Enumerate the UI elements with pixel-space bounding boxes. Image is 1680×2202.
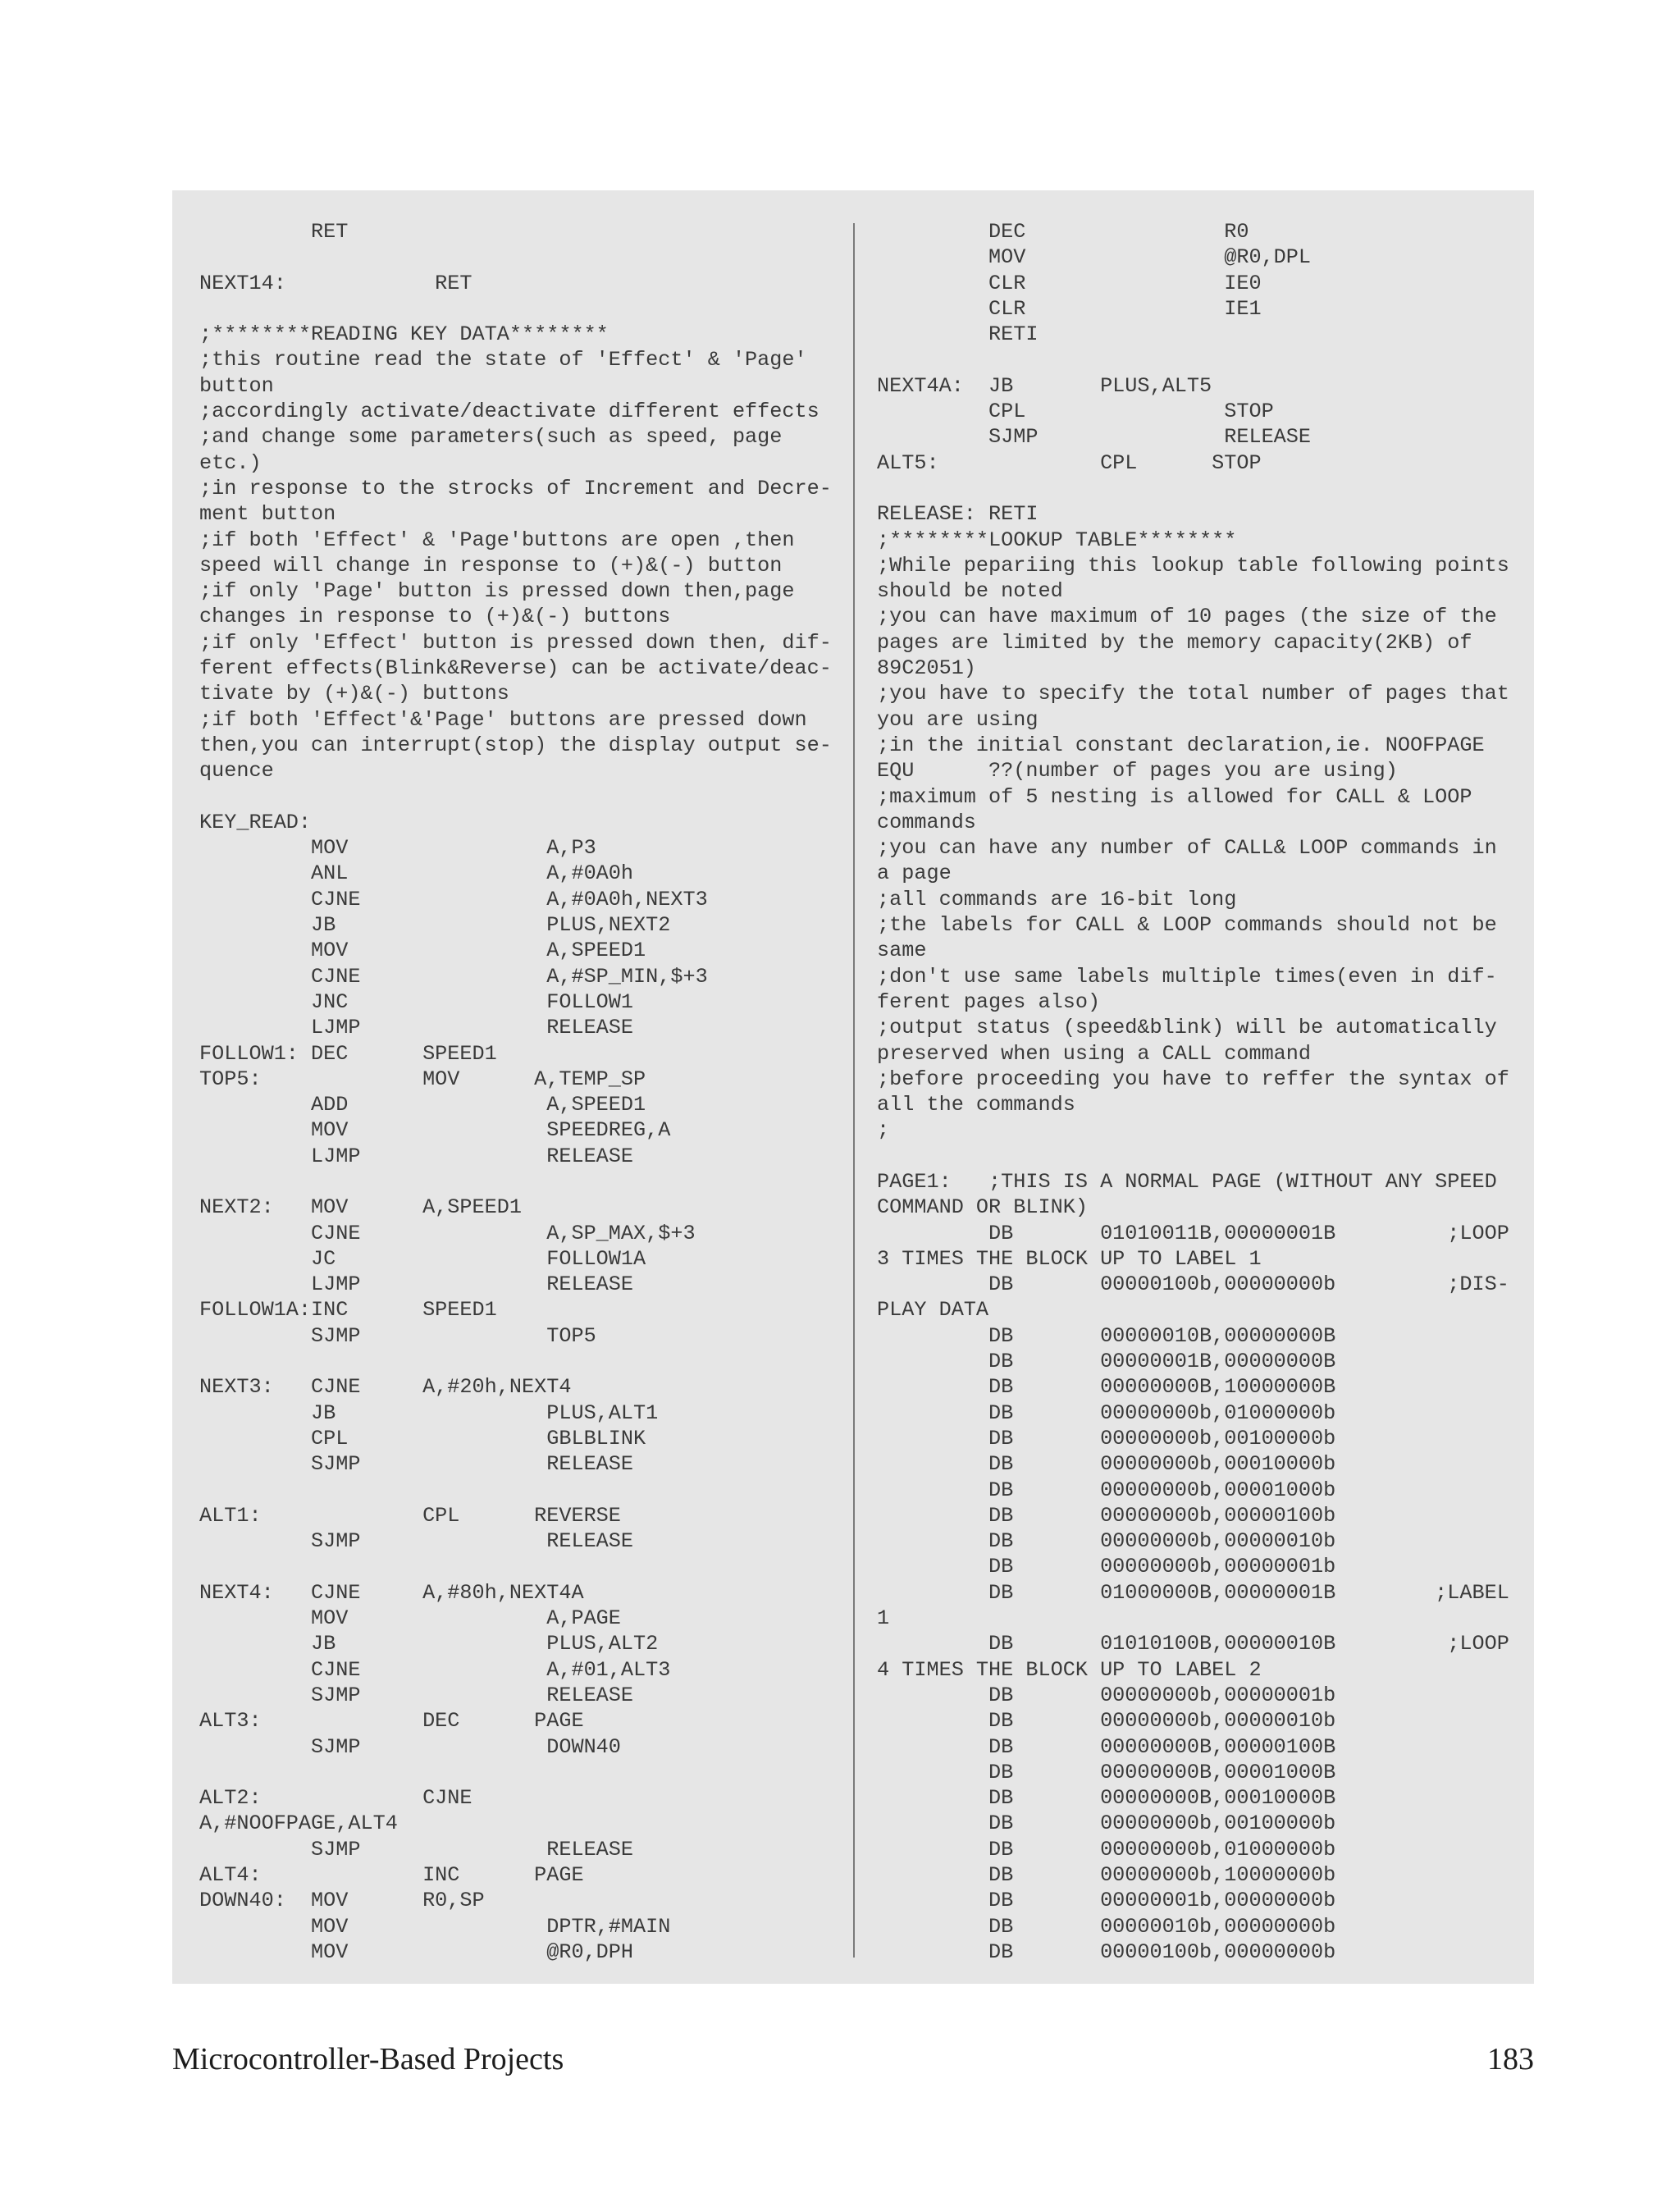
- code-line: DB 00000000B,00010000B: [877, 1786, 1336, 1811]
- code-line: MOV DPTR,#MAIN: [199, 1914, 671, 1939]
- code-line: ferent effects(Blink&Reverse) can be activate/deac-: [199, 656, 832, 681]
- code-line: DB 00000000b,00001000b: [877, 1478, 1336, 1502]
- code-line: MOV A,SPEED1: [199, 939, 646, 963]
- code-line: ADD A,SPEED1: [199, 1093, 646, 1117]
- code-line: [199, 1554, 839, 1579]
- code-line: etc.): [199, 450, 262, 475]
- code-line: MOV @R0,DPL: [877, 245, 1312, 270]
- code-line: DB 00000010b,00000000b: [877, 1914, 1336, 1939]
- code-line: DB 00000000B,10000000B: [877, 1375, 1336, 1400]
- code-line: DB 00000000b,00000010b: [877, 1709, 1336, 1734]
- code-line: DB 00000000b,00000010b: [877, 1529, 1336, 1554]
- code-line: DB 00000000b,00000001b: [877, 1555, 1336, 1579]
- code-line: ;While pepariing this lookup table following points: [877, 553, 1509, 578]
- code-line: same: [877, 939, 927, 963]
- code-line: CLR IE0: [877, 271, 1262, 295]
- code-line: ;if only 'Effect' button is pressed down then, dif-: [199, 630, 832, 655]
- code-line: ;before proceeding you have to reffer the syntax of: [877, 1067, 1509, 1091]
- code-line: ment button: [199, 502, 336, 527]
- code-line: RET: [199, 220, 349, 244]
- code-line: RETI: [877, 322, 1039, 347]
- code-line: CJNE A,#SP_MIN,$+3: [199, 964, 708, 989]
- code-line: DB 00000000B,00001000B: [877, 1760, 1336, 1784]
- code-line: ;if both 'Effect'&'Page' buttons are pressed down: [199, 707, 807, 732]
- code-line: [199, 1169, 839, 1195]
- code-line: A,#NOOFPAGE,ALT4: [199, 1811, 398, 1836]
- code-line: CJNE A,SP_MAX,$+3: [199, 1221, 696, 1245]
- code-line: [199, 296, 839, 322]
- code-line: SJMP RELEASE: [877, 425, 1312, 450]
- code-line: ;if both 'Effect' & 'Page'buttons are open ,then: [199, 528, 795, 552]
- code-line: LJMP RELEASE: [199, 1144, 634, 1168]
- code-line: DB 00000000b,00010000b: [877, 1452, 1336, 1477]
- code-line: DB 00000000b,01000000b: [877, 1400, 1336, 1425]
- code-line: DB 01010100B,00000010B ;LOOP: [877, 1632, 1509, 1656]
- code-line: ALT4: INC PAGE: [199, 1863, 584, 1887]
- footer-book-title: Microcontroller-Based Projects: [172, 2042, 564, 2076]
- code-line: DOWN40: MOV R0,SP: [199, 1889, 485, 1913]
- code-line: CJNE A,#0A0h,NEXT3: [199, 887, 708, 911]
- code-line: DB 00000000b,01000000b: [877, 1837, 1336, 1862]
- code-line: speed will change in response to (+)&(-) button: [199, 553, 783, 578]
- code-line: DB 01010011B,00000001B ;LOOP: [877, 1221, 1509, 1245]
- code-line: KEY_READ:: [199, 810, 312, 834]
- code-line: changes in response to (+)&(-) buttons: [199, 605, 671, 629]
- code-line: [877, 476, 1517, 501]
- code-line: NEXT2: MOV A,SPEED1: [199, 1195, 522, 1220]
- code-line: DEC R0: [877, 220, 1249, 244]
- code-column-left: [199, 219, 839, 1965]
- code-line: DB 00000000b,00000001b: [877, 1683, 1336, 1707]
- code-line: 89C2051): [877, 656, 976, 681]
- code-line: ;: [877, 1118, 890, 1143]
- code-line: NEXT4: CJNE A,#80h,NEXT4A: [199, 1580, 584, 1605]
- code-line: ;don't use same labels multiple times(even in dif-: [877, 964, 1497, 989]
- code-line: TOP5: MOV A,TEMP_SP: [199, 1067, 646, 1091]
- code-line: DB 00000001B,00000000B: [877, 1350, 1336, 1374]
- code-line: DB 00000001b,00000000b: [877, 1889, 1336, 1913]
- code-line: ALT5: CPL STOP: [877, 450, 1262, 475]
- code-line: JNC FOLLOW1: [199, 989, 634, 1014]
- code-line: [199, 244, 839, 270]
- code-line: [199, 1349, 839, 1374]
- code-line: ;in response to the strocks of Increment and Decre-: [199, 476, 832, 500]
- code-line: MOV @R0,DPH: [199, 1939, 634, 1964]
- code-line: DB 00000000b,00000100b: [877, 1503, 1336, 1528]
- code-line: a page: [877, 861, 952, 886]
- code-line: [199, 1478, 839, 1503]
- code-line: JB PLUS,ALT1: [199, 1400, 659, 1425]
- code-line: ;you can have maximum of 10 pages (the size of the: [877, 605, 1497, 629]
- code-line: CPL GBLBLINK: [199, 1426, 646, 1450]
- code-line: SJMP RELEASE: [199, 1683, 634, 1707]
- code-line: SJMP RELEASE: [199, 1529, 634, 1554]
- code-line: CLR IE1: [877, 296, 1262, 321]
- code-line: ALT1: CPL REVERSE: [199, 1503, 621, 1528]
- code-line: ;output status (speed&blink) will be automatically: [877, 1016, 1497, 1040]
- code-line: ;the labels for CALL & LOOP commands should not be: [877, 913, 1497, 938]
- code-line: FOLLOW1A:INC SPEED1: [199, 1298, 497, 1323]
- code-line: PLAY DATA: [877, 1298, 989, 1323]
- code-line: ALT3: DEC PAGE: [199, 1709, 584, 1734]
- code-line: ;you can have any number of CALL& LOOP commands in: [877, 836, 1497, 861]
- code-line: NEXT4A: JB PLUS,ALT5: [877, 373, 1212, 398]
- code-line: commands: [877, 810, 976, 834]
- code-line: DB 01000000B,00000001B ;LABEL: [877, 1580, 1509, 1605]
- code-line: JB PLUS,NEXT2: [199, 913, 671, 938]
- code-line: MOV A,P3: [199, 836, 596, 861]
- code-line: CPL STOP: [877, 400, 1274, 424]
- code-line: ferent pages also): [877, 989, 1101, 1014]
- code-listing-box: [172, 190, 1534, 1984]
- code-line: ;all commands are 16-bit long: [877, 887, 1237, 911]
- code-line: 4 TIMES THE BLOCK UP TO LABEL 2: [877, 1657, 1262, 1682]
- code-column-right: [877, 219, 1517, 1965]
- code-line: ;in the initial constant declaration,ie. NOOFPAGE: [877, 733, 1485, 757]
- page-number: 183: [1487, 2042, 1534, 2076]
- code-line: should be noted: [877, 579, 1063, 604]
- code-line: DB 00000000B,00000100B: [877, 1734, 1336, 1759]
- code-line: button: [199, 373, 274, 398]
- code-line: LJMP RELEASE: [199, 1272, 634, 1297]
- code-line: ANL A,#0A0h: [199, 861, 634, 886]
- code-line: LJMP RELEASE: [199, 1016, 634, 1040]
- code-line: ;accordingly activate/deactivate different effects: [199, 400, 819, 424]
- code-line: ;you have to specify the total number of pages that: [877, 682, 1509, 706]
- code-line: [199, 1760, 839, 1785]
- code-line: JB PLUS,ALT2: [199, 1632, 659, 1656]
- code-line: ;********LOOKUP TABLE********: [877, 528, 1237, 552]
- code-line: CJNE A,#01,ALT3: [199, 1657, 671, 1682]
- code-line: 1: [877, 1606, 890, 1631]
- code-line: SJMP DOWN40: [199, 1734, 621, 1759]
- code-line: [877, 347, 1517, 372]
- column-divider: [853, 223, 855, 1958]
- code-line: SJMP RELEASE: [199, 1452, 634, 1477]
- code-line: DB 00000000b,00100000b: [877, 1811, 1336, 1836]
- code-line: ;********READING KEY DATA********: [199, 322, 609, 347]
- code-line: [199, 784, 839, 810]
- code-line: [877, 1144, 1517, 1169]
- code-line: tivate by (+)&(-) buttons: [199, 682, 509, 706]
- code-line: EQU ??(number of pages you are using): [877, 759, 1398, 783]
- code-line: FOLLOW1: DEC SPEED1: [199, 1041, 497, 1066]
- code-line: PAGE1: ;THIS IS A NORMAL PAGE (WITHOUT ANY SPEED: [877, 1169, 1497, 1194]
- code-line: DB 00000000b,10000000b: [877, 1863, 1336, 1887]
- code-line: SJMP TOP5: [199, 1323, 596, 1348]
- code-line: COMMAND OR BLINK): [877, 1195, 1088, 1220]
- code-line: DB 00000010B,00000000B: [877, 1323, 1336, 1348]
- code-line: ;and change some parameters(such as speed, page: [199, 425, 783, 450]
- code-line: ;maximum of 5 nesting is allowed for CALL & LOOP: [877, 784, 1472, 809]
- code-line: SJMP RELEASE: [199, 1837, 634, 1862]
- code-line: you are using: [877, 707, 1039, 732]
- code-line: DB 00000100b,00000000b: [877, 1939, 1336, 1964]
- code-line: JC FOLLOW1A: [199, 1246, 646, 1271]
- code-line: all the commands: [877, 1093, 1075, 1117]
- code-line: MOV SPEEDREG,A: [199, 1118, 671, 1143]
- code-line: DB 00000100b,00000000b ;DIS-: [877, 1272, 1509, 1297]
- code-line: DB 00000000b,00100000b: [877, 1426, 1336, 1450]
- code-line: then,you can interrupt(stop) the display output se-: [199, 733, 832, 757]
- code-line: NEXT14: RET: [199, 271, 472, 295]
- code-line: pages are limited by the memory capacity(2KB) of: [877, 630, 1472, 655]
- code-line: ;this routine read the state of 'Effect' & 'Page': [199, 348, 807, 372]
- code-line: RELEASE: RETI: [877, 502, 1039, 527]
- code-line: NEXT3: CJNE A,#20h,NEXT4: [199, 1375, 572, 1400]
- code-line: quence: [199, 759, 274, 783]
- code-line: MOV A,PAGE: [199, 1606, 621, 1631]
- code-line: ALT2: CJNE: [199, 1786, 472, 1811]
- code-line: preserved when using a CALL command: [877, 1041, 1312, 1066]
- code-line: 3 TIMES THE BLOCK UP TO LABEL 1: [877, 1246, 1262, 1271]
- code-line: ;if only 'Page' button is pressed down then,page: [199, 579, 795, 604]
